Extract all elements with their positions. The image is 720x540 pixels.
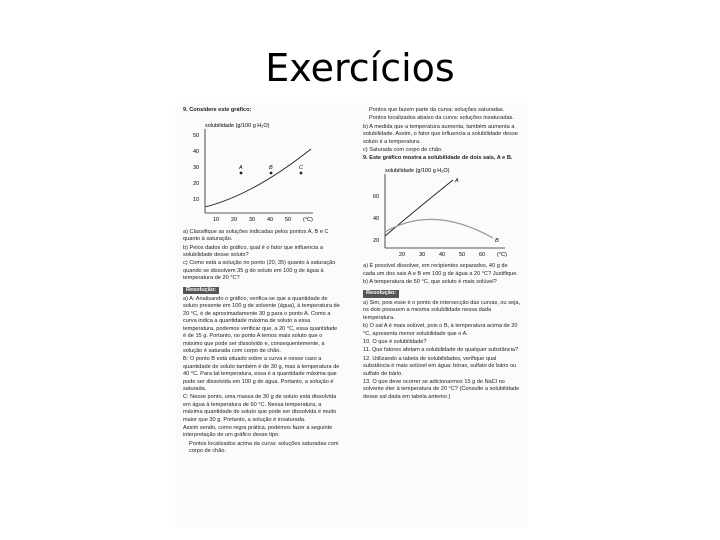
bullet-below-curve: Pontos localizados abaixo da curva: soluções insaturadas.: [369, 115, 514, 122]
chart1-label-b: B: [269, 165, 273, 172]
resolution-9b-a: a) Sim, pois esse é o ponto de intersecção das curvas, ou seja, os dois possuem a mesma solubilidade nessa dada temperatura.: [363, 299, 521, 321]
question-9a: a) Classifique as soluções indicadas pelos pontos A, B e C quanto à saturação.: [183, 228, 329, 243]
chart1-xtick-40: 40: [267, 217, 274, 224]
resolution-a-part3: C: Nesse ponto, uma massa de 30 g de soluto está dissolvida em água à temperatura de 60 °C. Nessa temperatura, a máxima quantidade de soluto que pode ser dissolvida é muito maior que 30 g. Portanto, a solução é insaturada.: [183, 394, 337, 423]
chart1-xtick-50: 50: [285, 217, 292, 224]
chart2-ytick-20: 20: [373, 237, 380, 244]
question-9b-b: b) A temperatura de 50 °C, que soluto é mais solúvel?: [363, 279, 497, 286]
resolution-a-bullet: Pontos localizados acima da curva: soluções saturadas com corpo de chão.: [189, 440, 339, 455]
resolution-label-left: Resolução:: [183, 287, 219, 294]
right-column: [363, 107, 521, 402]
chart2-xtick-20: 20: [399, 251, 406, 258]
scanned-page: [175, 103, 528, 528]
chart2-xtick-40: 40: [439, 251, 446, 258]
solubility-chart-2: [363, 164, 521, 260]
resolution-b: b) A medida que a temperatura aumenta, também aumenta a solubilidade. Assim, o fator que influencia a solubilidade desse soluto é a temperatura.: [363, 123, 518, 145]
chart2-xticks: [399, 252, 507, 258]
question-13: 13. O que deve ocorrer se adicionarmos 15 g de NaCl no solvente éter à temperatura de 20 °C? (Consulte a solubilidade desse sal dada em tabela anterior.): [363, 378, 520, 400]
resolution-a-part4: Assim sendo, como regra prática, podemos fazer a seguinte interpretação de um gráfico desse tipo:: [183, 424, 333, 439]
question-9-second-heading: 9. Este gráfico mostra a solubilidade de dois sais, A e B.: [363, 155, 513, 162]
chart2-label-a: A: [455, 177, 459, 184]
chart1-yticks: [193, 133, 199, 203]
chart1-point-c: [300, 172, 303, 175]
chart1-xtick-10: 10: [213, 217, 220, 224]
chart1-ytick-30: 30: [193, 165, 200, 172]
chart2-ytick-60: 60: [373, 193, 380, 200]
chart2-xtick-60: 60: [479, 251, 486, 258]
bullet-on-curve: Pontos que fazem parte da curva: soluções saturadas.: [369, 107, 505, 113]
chart2-yticks: [373, 194, 379, 244]
question-9-heading: 9. Considere este gráfico:: [183, 107, 252, 113]
question-11: 11. Que fatores afetam a solubilidade de qualquer substância?: [363, 347, 519, 354]
question-10: 10. O que é solubilidade?: [363, 338, 427, 345]
question-9b-a: a) É possível dissolver, em recipientes separados, 40 g de cada um dos sais A e B em 100 g de água a 20 °C? Justifique.: [363, 263, 518, 277]
question-12: 12. Utilizando a tabela de solubilidades, verifique qual substância é mais solúvel em água: bórax, sulfato de bário ou sulfato de bário.: [363, 355, 517, 377]
resolution-a-part1: a) A: Analisando o gráfico, verifica-se que a quantidade de soluto presente em 100 g de solvente (água), à temperatura de 20 °C, é de aproximadamente 30 g para o ponto A. Como a curva indica a quantidade máxima de soluto a essa temperatura, podemos verificar que, a 20 °C, essa quantidade é de 15 g. Portanto, no ponto A temos mais soluto que o máximo que pode ser dissolvido e, consequentemente, a solução é saturada com corpo de chão.: [183, 296, 340, 354]
chart2-curve-a: [385, 180, 453, 236]
chart2-xlabel: (°C): [497, 251, 507, 258]
chart1-xtick-30: 30: [249, 217, 256, 224]
resolution-label-right: Resolução:: [363, 290, 399, 297]
chart2-xtick-50: 50: [459, 251, 466, 258]
chart1-ytick-20: 20: [193, 181, 200, 188]
chart1-ytick-40: 40: [193, 149, 200, 156]
chart1-xlabel: (°C): [303, 217, 313, 224]
solubility-chart-1: [183, 115, 341, 225]
question-9b: b) Pelos dados do gráfico, qual é o fator que influencia a solubilidade desse soluto?: [183, 244, 323, 259]
slide-title: Exercícios: [265, 46, 455, 90]
chart2-xtick-30: 30: [419, 251, 426, 258]
chart1-point-a: [240, 172, 243, 175]
resolution-a-part2: B: O ponto B está situado sobre a curva e nesse caso a quantidade de soluto também é de 30 g, mas à temperatura de 40 °C. Para tal temperatura, essa é a quantidade máxima que pode ser dissolvida em 100 g de água. Portanto, a solução é saturada.: [183, 356, 340, 392]
chart1-ylabel: solubilidade (g/100 g H₂O): [205, 123, 270, 130]
resolution-9b-b: b) O sal A é mais solúvel, pois o B, à temperatura acima de 20 °C, apresenta menor solubilidade que o A.: [363, 323, 518, 337]
chart1-label-c: C: [299, 165, 303, 172]
resolution-c: c) Saturada com corpo de chão.: [363, 147, 443, 154]
chart1-label-a: A: [239, 165, 243, 172]
chart1-point-b: [270, 172, 273, 175]
chart1-xticks: [213, 217, 313, 223]
chart2-ytick-40: 40: [373, 215, 380, 222]
chart2-label-b: B: [495, 237, 499, 244]
chart1-ytick-10: 10: [193, 197, 200, 204]
question-9c: c) Como está a solução no ponto (20, 35) quanto à saturação quando se dissolvem 35 g do soluto em 100 g de água à temperatura de 20 °C?: [183, 260, 336, 282]
chart1-curve: [205, 149, 311, 207]
chart1-ytick-50: 50: [193, 133, 200, 140]
chart2-ylabel: solubilidade (g/100 g H₂O): [385, 167, 450, 174]
left-column: [183, 107, 341, 457]
chart1-xtick-20: 20: [231, 217, 238, 224]
